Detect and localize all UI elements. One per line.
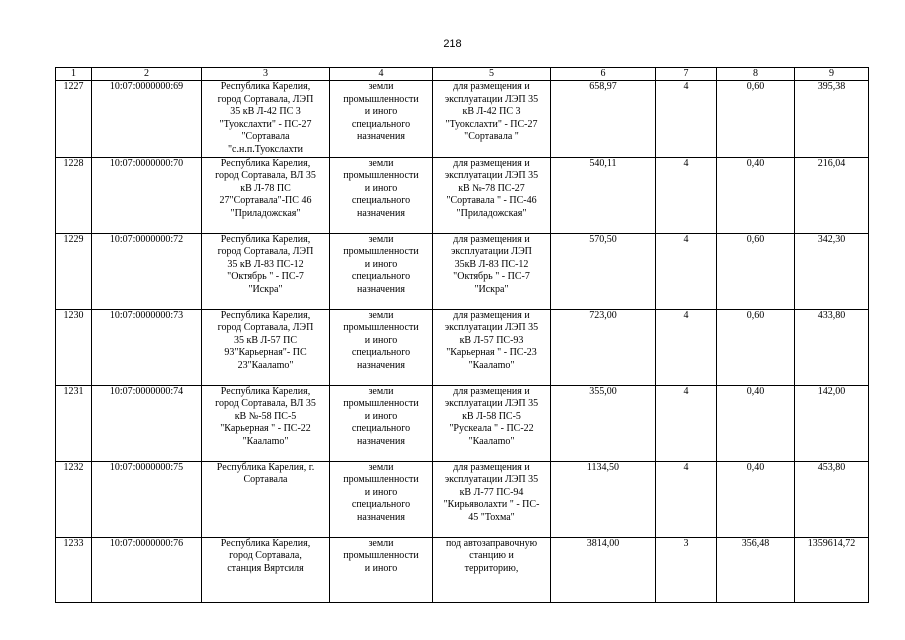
cadastral-number: 10:07:0000000:74 [92,385,202,461]
row-number: 1231 [56,385,92,461]
table-row [56,537,869,602]
column-8-value: 0,40 [717,157,795,233]
location-address: Республика Карелия, город Сортавала, ВЛ 35 кВ Л-78 ПС 27"Сортавала"-ПС 46 "Приладожская" [202,157,330,233]
land-category: земли промышленности и иного специального назначения [330,233,433,309]
column-header-4: 4 [330,68,433,81]
column-7-value: 4 [656,385,717,461]
cadastral-number: 10:07:0000000:76 [92,537,202,602]
column-header-1: 1 [56,68,92,81]
column-header-6: 6 [551,68,656,81]
area-value: 355,00 [551,385,656,461]
table-row [56,385,869,461]
permitted-use: для размещения и эксплуатации ЛЭП 35 кВ Л-42 ПС 3 "Туокслахти" - ПС-27 "Сортавала " [433,81,551,158]
table-row [56,81,869,158]
column-9-value: 216,04 [795,157,869,233]
row-number: 1228 [56,157,92,233]
column-8-value: 0,40 [717,385,795,461]
land-category: земли промышленности и иного специального назначения [330,461,433,537]
row-number: 1232 [56,461,92,537]
column-8-value: 356,48 [717,537,795,602]
column-7-value: 4 [656,461,717,537]
column-8-value: 0,40 [717,461,795,537]
column-7-value: 3 [656,537,717,602]
location-address: Республика Карелия, город Сортавала, станция Вяртсиля [202,537,330,602]
cadastral-number: 10:07:0000000:73 [92,309,202,385]
column-header-9: 9 [795,68,869,81]
permitted-use: для размещения и эксплуатации ЛЭП 35 кВ Л-58 ПС-5 "Рускеала " - ПС-22 "Каалamo" [433,385,551,461]
column-header-2: 2 [92,68,202,81]
column-9-value: 342,30 [795,233,869,309]
cadastral-number: 10:07:0000000:69 [92,81,202,158]
column-header-5: 5 [433,68,551,81]
permitted-use: для размещения и эксплуатации ЛЭП 35 кВ Л-57 ПС-93 "Карьерная " - ПС-23 "Каалamo" [433,309,551,385]
permitted-use: для размещения и эксплуатации ЛЭП 35кВ Л-83 ПС-12 "Октябрь " - ПС-7 "Искра" [433,233,551,309]
column-9-value: 395,38 [795,81,869,158]
land-category: земли промышленности и иного [330,537,433,602]
cadastral-number: 10:07:0000000:72 [92,233,202,309]
location-address: Республика Карелия, город Сортавала, ЛЭП 35 кВ Л-42 ПС 3 "Туокслахти" - ПС-27 "Сортавала "с.н.п.Туокслахти [202,81,330,158]
area-value: 723,00 [551,309,656,385]
table-body [56,81,869,603]
column-7-value: 4 [656,157,717,233]
column-8-value: 0,60 [717,309,795,385]
row-number: 1230 [56,309,92,385]
location-address: Республика Карелия, город Сортавала, ВЛ 35 кВ №-58 ПС-5 "Карьерная " - ПС-22 "Каалamo" [202,385,330,461]
page-number: 218 [443,38,462,50]
table-row [56,461,869,537]
column-7-value: 4 [656,233,717,309]
column-7-value: 4 [656,309,717,385]
land-category: земли промышленности и иного специального назначения [330,81,433,158]
land-register-table [55,67,869,603]
table-row [56,233,869,309]
area-value: 3814,00 [551,537,656,602]
cadastral-number: 10:07:0000000:75 [92,461,202,537]
column-9-value: 433,80 [795,309,869,385]
column-8-value: 0,60 [717,81,795,158]
row-number: 1229 [56,233,92,309]
row-number: 1233 [56,537,92,602]
column-9-value: 1359614,72 [795,537,869,602]
table-row [56,157,869,233]
permitted-use: для размещения и эксплуатации ЛЭП 35 кВ Л-77 ПС-94 "Кирьяволахти " - ПС- 45 "Тохма" [433,461,551,537]
location-address: Республика Карелия, г. Сортавала [202,461,330,537]
permitted-use: для размещения и эксплуатации ЛЭП 35 кВ №-78 ПС-27 "Сортавала " - ПС-46 "Приладожская" [433,157,551,233]
permitted-use: под автозаправочную станцию и территорию, [433,537,551,602]
table-header [56,68,869,81]
area-value: 570,50 [551,233,656,309]
area-value: 540,11 [551,157,656,233]
column-9-value: 142,00 [795,385,869,461]
land-category: земли промышленности и иного специального назначения [330,309,433,385]
column-header-7: 7 [656,68,717,81]
column-8-value: 0,60 [717,233,795,309]
location-address: Республика Карелия, город Сортавала, ЛЭП 35 кВ Л-57 ПС 93"Карьерная"- ПС 23"Каалamo" [202,309,330,385]
land-category: земли промышленности и иного специального назначения [330,385,433,461]
cadastral-number: 10:07:0000000:70 [92,157,202,233]
header-row [56,68,869,81]
column-7-value: 4 [656,81,717,158]
land-category: земли промышленности и иного специального назначения [330,157,433,233]
table-row [56,309,869,385]
column-header-8: 8 [717,68,795,81]
area-value: 1134,50 [551,461,656,537]
column-9-value: 453,80 [795,461,869,537]
area-value: 658,97 [551,81,656,158]
row-number: 1227 [56,81,92,158]
column-header-3: 3 [202,68,330,81]
location-address: Республика Карелия, город Сортавала, ЛЭП 35 кВ Л-83 ПС-12 "Октябрь " - ПС-7 "Искра" [202,233,330,309]
